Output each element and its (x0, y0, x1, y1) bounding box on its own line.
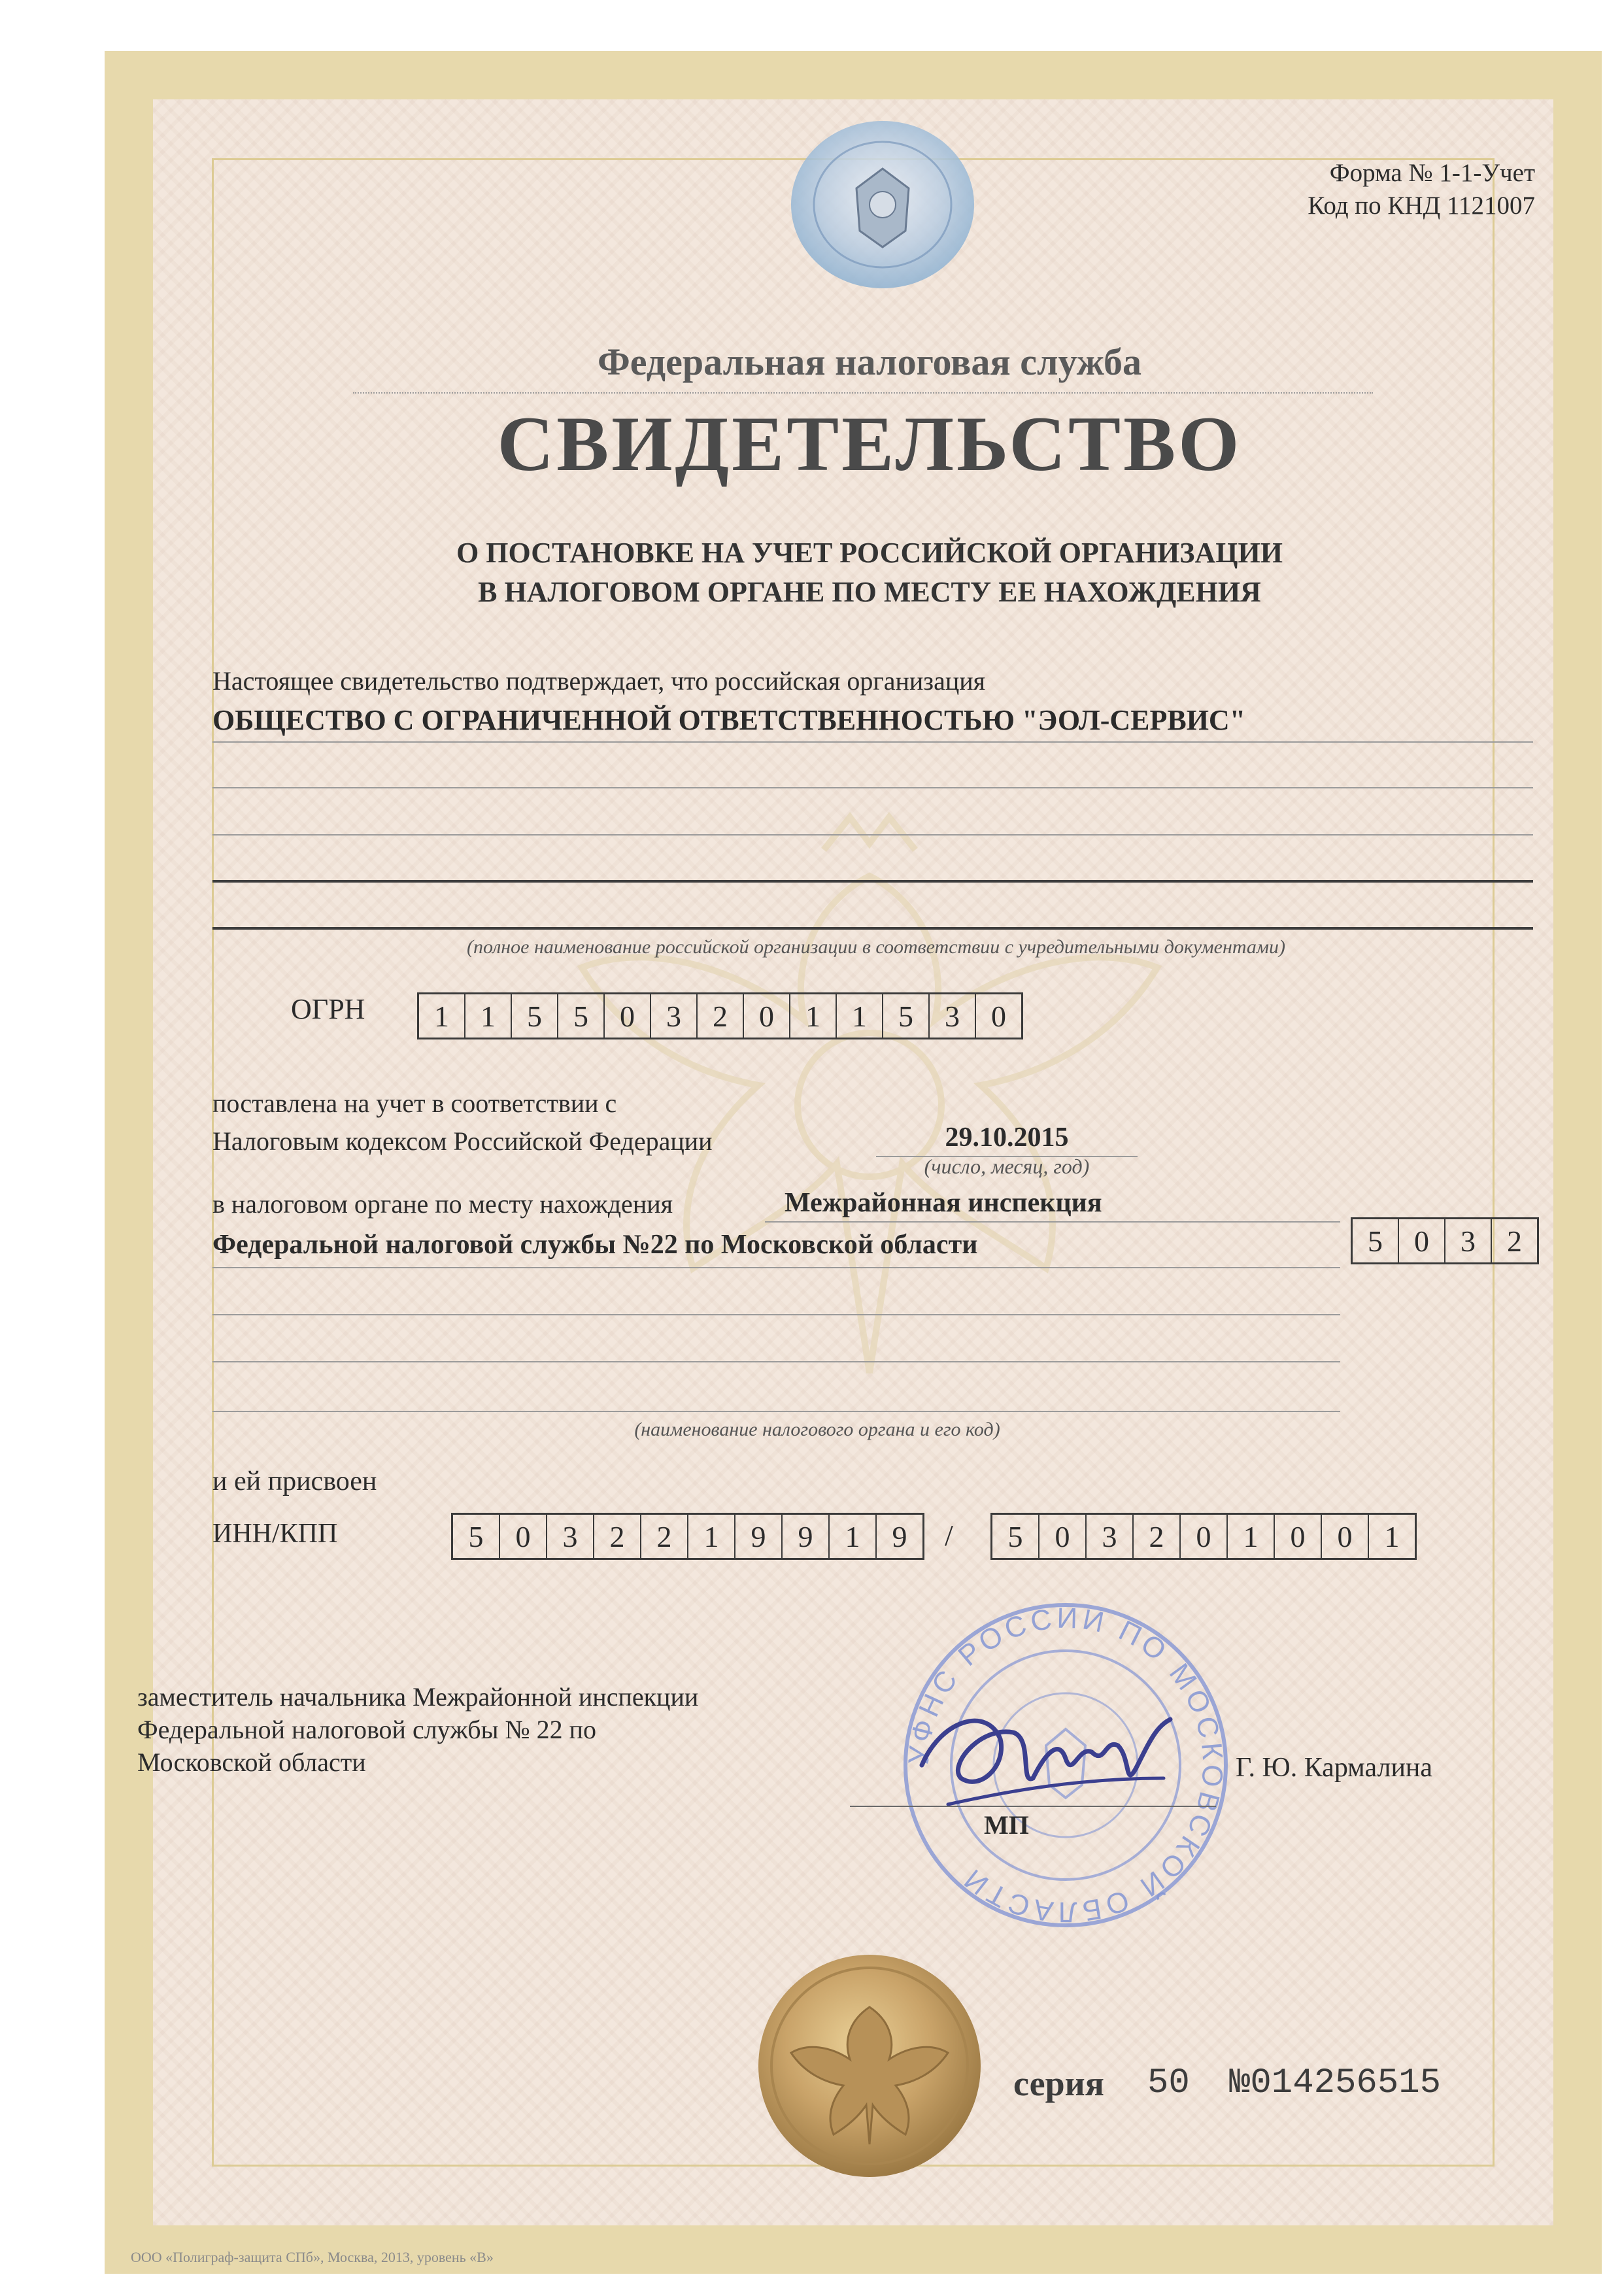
inn-digit-cell: 9 (892, 1519, 907, 1553)
inn-digit-cell: 3 (547, 1515, 594, 1558)
ogrn-digit-cell: 5 (883, 994, 930, 1038)
hologram-emblem (785, 116, 981, 293)
serial-label: серия (1013, 2064, 1104, 2103)
ogrn-label: ОГРН (291, 993, 365, 1025)
kpp-digits (990, 1513, 1417, 1560)
inn-digit-cell: 2 (641, 1515, 688, 1558)
signatory-position-line2: Федеральной налоговой службы № 22 по (137, 1715, 597, 1744)
kpp-digit-cell: 3 (1087, 1515, 1134, 1558)
ogrn-digit-cell: 0 (744, 994, 790, 1038)
kpp-digit-cell: 1 (1228, 1515, 1275, 1558)
ogrn-digit-cell: 0 (991, 999, 1006, 1033)
certificate-title: СВИДЕТЕЛЬСТВО (497, 400, 1242, 487)
ogrn-digit-cell: 2 (698, 994, 744, 1038)
ogrn-digit-cell: 1 (837, 994, 883, 1038)
inn-kpp-separator: / (945, 1519, 953, 1552)
ogrn-digit-cell: 5 (512, 994, 558, 1038)
ogrn-digit-cell: 1 (419, 994, 465, 1038)
kpp-digit-cell: 2 (1134, 1515, 1181, 1558)
inn-digit-cell: 9 (783, 1515, 830, 1558)
authority-code-digit-cell: 3 (1445, 1219, 1492, 1262)
authority-line-2 (212, 1267, 1340, 1268)
ogrn-digits (417, 992, 1023, 1039)
signature-line (850, 1806, 1216, 1807)
inn-kpp-label: ИНН/КПП (212, 1519, 338, 1549)
inn-digit-cell: 2 (594, 1515, 641, 1558)
eagle-watermark (543, 798, 1196, 1425)
authority-name-part2: Федеральной налоговой службы №22 по Московской области (212, 1230, 978, 1260)
subtitle-line2: В НАЛОГОВОМ ОРГАНЕ ПО МЕСТУ ЕЕ НАХОЖДЕНИЯ (478, 576, 1261, 608)
ogrn-digit-cell: 0 (605, 994, 651, 1038)
org-line-4 (212, 880, 1533, 883)
ogrn-digit-cell: 1 (465, 994, 512, 1038)
agency-underline (353, 392, 1373, 394)
authority-code-digit-cell: 5 (1353, 1219, 1399, 1262)
org-line-1 (212, 741, 1533, 743)
authority-line-3 (212, 1314, 1340, 1315)
authority-line-5 (212, 1411, 1340, 1412)
kpp-digit-cell: 5 (992, 1515, 1039, 1558)
kpp-digit-cell: 1 (1384, 1519, 1400, 1553)
stamp-text: УФНС РОССИИ ПО МОСКОВСКОЙ ОБЛАСТИ (902, 1602, 1229, 1929)
inn-digit-cell: 1 (830, 1515, 877, 1558)
inn-digit-cell: 0 (500, 1515, 547, 1558)
ogrn-digit-cell: 3 (930, 994, 976, 1038)
kpp-digit-cell: 0 (1039, 1515, 1087, 1558)
authority-line-1 (765, 1221, 1340, 1223)
authority-intro: в налоговом органе по месту нахождения (212, 1189, 673, 1219)
signatory-name: Г. Ю. Кармалина (1236, 1753, 1433, 1783)
ogrn-digit-cell: 1 (790, 994, 837, 1038)
authority-code-digit-cell: 0 (1399, 1219, 1445, 1262)
serial-series: 50 (1147, 2063, 1190, 2103)
inn-digit-cell: 5 (453, 1515, 500, 1558)
organization-intro: Настоящее свидетельство подтверждает, что российская организация (212, 666, 986, 696)
organization-caption: (полное наименование российской организации в соответствии с учредительными документами) (466, 936, 1286, 958)
authority-code-digit-cell: 2 (1507, 1224, 1522, 1258)
inn-digit-cell: 1 (688, 1515, 735, 1558)
printer-footer: ООО «Полиграф-защита СПб», Москва, 2013, уровень «В» (131, 2249, 494, 2265)
kpp-digit-cell: 0 (1322, 1515, 1369, 1558)
ogrn-digit-cell: 5 (558, 994, 605, 1038)
organization-full-name: ОБЩЕСТВО С ОГРАНИЧЕННОЙ ОТВЕТСТВЕННОСТЬЮ "ЭОЛ-СЕРВИС" (212, 704, 1246, 736)
authority-name-part1: Межрайонная инспекция (785, 1188, 1102, 1218)
form-number: Форма № 1-1-Учет (1329, 159, 1535, 187)
authority-caption: (наименование налогового органа и его код) (634, 1419, 1000, 1440)
date-caption: (число, месяц, год) (924, 1155, 1090, 1178)
signatory-position-line3: Московской области (137, 1747, 366, 1777)
org-line-2 (212, 787, 1533, 788)
ogrn-digit-cell: 3 (651, 994, 698, 1038)
subtitle-line1: О ПОСТАНОВКЕ НА УЧЕТ РОССИЙСКОЙ ОРГАНИЗАЦИИ (456, 537, 1283, 569)
gold-seal (752, 1948, 987, 2184)
authority-code-digits (1351, 1217, 1539, 1264)
assignment-intro: и ей присвоен (212, 1466, 377, 1496)
authority-line-4 (212, 1361, 1340, 1362)
signature (909, 1680, 1183, 1837)
registration-date: 29.10.2015 (945, 1123, 1069, 1153)
agency-name: Федеральная налоговая служба (597, 341, 1142, 383)
seal-place-label: МП (984, 1810, 1029, 1840)
registration-line1: поставлена на учет в соответствии с (212, 1089, 617, 1118)
org-line-5 (212, 927, 1533, 930)
org-line-3 (212, 834, 1533, 836)
inn-digits (451, 1513, 924, 1560)
kpp-digit-cell: 0 (1275, 1515, 1322, 1558)
knd-code: Код по КНД 1121007 (1308, 192, 1535, 220)
kpp-digit-cell: 0 (1181, 1515, 1228, 1558)
signatory-position-line1: заместитель начальника Межрайонной инспекции (137, 1682, 699, 1712)
serial-number: №014256515 (1229, 2063, 1442, 2103)
inn-digit-cell: 9 (735, 1515, 783, 1558)
registration-line2: Налоговым кодексом Российской Федерации (212, 1126, 713, 1156)
